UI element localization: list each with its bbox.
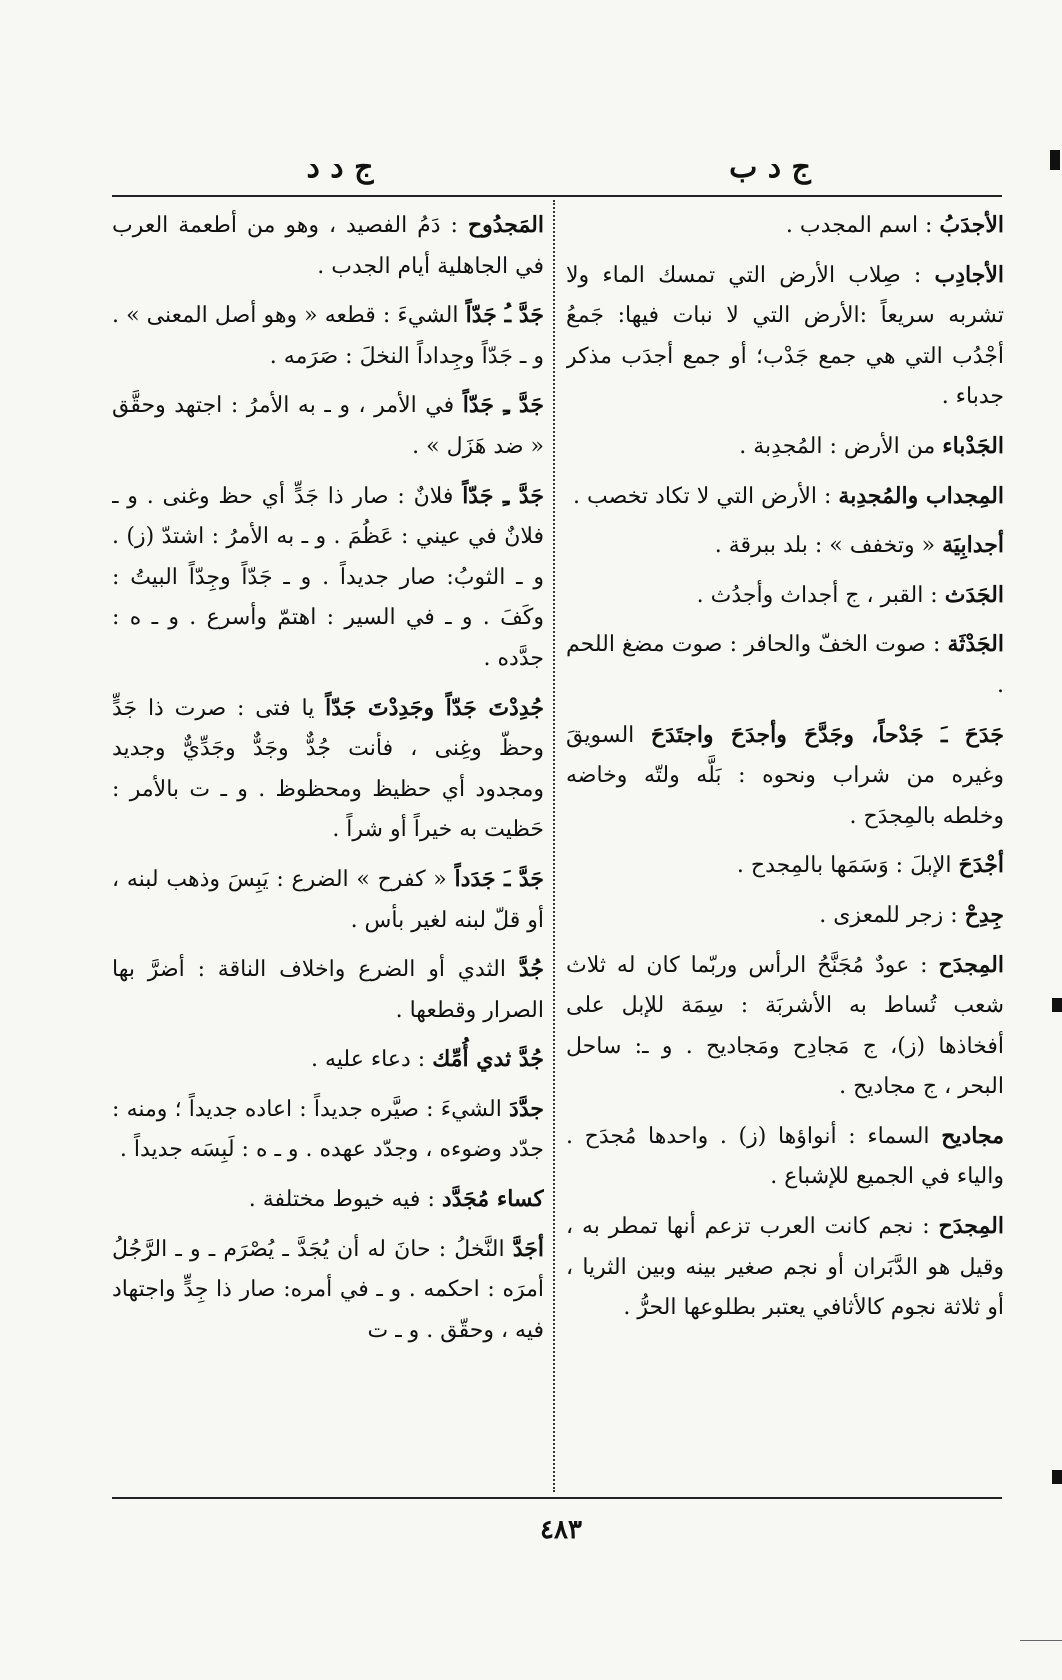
dictionary-entry (112, 1179, 544, 1221)
dictionary-entry (112, 1089, 544, 1171)
bottom-rule (112, 1497, 1002, 1499)
entry-definition: : دَمُ الفصيد ، وهو من أطعمة العرب في الجاهلية أيام الجدب . (112, 213, 544, 279)
entry-headword: جَدَّ ـُ جَدّاً (465, 302, 544, 329)
entry-headword: المِجدَح (938, 951, 1004, 978)
entry-headword: جِدِحْ (964, 901, 1004, 928)
entry-headword: الجَدَث (944, 581, 1004, 608)
entry-headword: جَدَّ ـِ جَدّاً (462, 392, 544, 419)
dictionary-entry (566, 575, 1004, 617)
entry-headword: مجاديح (941, 1122, 1004, 1149)
entry-headword: جُدَّ (518, 956, 544, 983)
entry-headword: الأجادِب (934, 261, 1004, 288)
entry-headword: المَجدُوح (467, 212, 544, 238)
dictionary-entry (112, 688, 544, 851)
column-divider (553, 200, 555, 1492)
entry-definition: : صوت الخفّ والحافر : صوت مضغ اللحم . (566, 632, 1004, 698)
dictionary-entry (112, 205, 544, 287)
entry-definition: : الأرض التي لا تكاد تخصب . (573, 483, 839, 509)
dictionary-entry (566, 895, 1004, 937)
entry-headword: جُدَّ ثدي أُمِّك (432, 1046, 544, 1073)
entry-headword: الأجدَبُ (939, 212, 1004, 238)
dictionary-entry (566, 205, 1004, 247)
page-number: ٤٨٣ (540, 1515, 582, 1545)
entry-definition: الإبلَ : وَسَمَها بالمِجدح . (736, 853, 959, 879)
scan-edge-line (1020, 1640, 1062, 1641)
entry-definition: الشيءَ : قطعه « وهو أصل المعنى » . و ـ جَدّاً وجِداداً النخلَ : صَرَمه . (112, 303, 544, 369)
entry-definition: في الأمر ، و ـ به الأمرُ : اجتهد وحقَّق « ضد هَزَل » . (112, 393, 544, 459)
entry-definition: « وتخفف » : بلد ببرقة . (714, 533, 943, 559)
entry-definition: من الأرض : المُجدِبة . (739, 433, 943, 459)
entry-headword: الجَدْثَة (947, 631, 1004, 658)
dictionary-entry (566, 525, 1004, 567)
entry-definition: : اسم المجدب . (785, 213, 940, 238)
entry-definition: : القبر ، ج أجداث وأجدُث . (696, 582, 945, 608)
dictionary-entry (566, 1116, 1004, 1198)
dictionary-entry (566, 1206, 1004, 1329)
entry-definition: الثدي أو الضرع واخلاف الناقة : أضرَّ بها الصرار وقطعها . (112, 957, 544, 1023)
entry-headword: جُدِدْتَ جَدّاً وجَدِدْتَ جَدّاً (325, 694, 544, 721)
scan-margin-mark (1052, 1470, 1062, 1484)
entry-headword: جَدَّ ـَ جَدَداً (454, 865, 544, 892)
entry-definition: : دعاء عليه . (311, 1047, 433, 1073)
entry-headword: المِجداب والمُجدِبة (838, 482, 1004, 509)
scan-margin-mark (1052, 998, 1062, 1012)
dictionary-entry (112, 1229, 544, 1352)
dictionary-entry (566, 715, 1004, 838)
dictionary-entry (112, 949, 544, 1031)
entry-definition: السماء : أنواؤها (ز) . واحدها مُجدَح . والياء في الجميع للإشباع . (566, 1123, 1004, 1190)
entry-headword: جَدَّ ـِ جَدّاً (462, 482, 544, 509)
dictionary-entry (566, 845, 1004, 887)
entry-definition: النَّخلُ : حانَ له أن يُجَدَّ ـ يُصْرَم ـ و ـ الرَّجُلُ أمرَه : احكمه . و ـ في أمره: صار ذا جِدٍّ واجتهاد فيه ، وحقّق . و ـ ت (112, 1236, 544, 1343)
dictionary-entry (566, 426, 1004, 468)
dictionary-entry (112, 859, 544, 941)
entry-headword: كساء مُجَدَّد (441, 1186, 544, 1213)
running-header-left: ج د د (306, 150, 374, 185)
left-column (112, 205, 544, 1490)
dictionary-entry (112, 385, 544, 467)
entry-headword: جدَّدَ (509, 1095, 544, 1122)
entry-definition: : نجم كانت العرب تزعم أنها تمطر به ، وقيل هو الدَّبَران أو نجم صغير بينه وبين الثريا ، أو ثلاثة نجوم كالأثافي يعتبر بطلوعها الحرُّ . (566, 1214, 1004, 1321)
dictionary-entry (112, 476, 544, 680)
dictionary-entry (566, 945, 1004, 1108)
dictionary-entry (112, 295, 544, 377)
dictionary-entry (112, 1039, 544, 1081)
top-rule (112, 195, 1002, 197)
entry-headword: أجدابِيَة (942, 532, 1004, 559)
dictionary-entry (566, 624, 1004, 706)
scan-margin-mark (1050, 150, 1060, 170)
entry-definition: : عودٌ مُجَنَّحُ الرأس وربّما كان له ثلاث شعب تُساط به الأشربَة : سِمَة للإبل على أفخاذها (ز)، ج مَجادِح ومَجاديح . و ـ: ساحل البحر ، ج مجاديح . (566, 952, 1004, 1100)
entry-headword: المِجدَح (938, 1213, 1004, 1240)
entry-definition: « كفرح » الضرع : يَبِسَ وذهب لبنه ، أو قلّ لبنه لغير بأس . (112, 866, 544, 933)
dictionary-entry (566, 255, 1004, 418)
entry-definition: : صِلاب الأرض التي تمسك الماء ولا تشربه سريعاً :الأرض التي لا نبات فيها: جَمعُ أجْدُب التي هي جمع جَدْب؛ أو جمع أجدَب مذكر جدباء . (566, 262, 1004, 410)
right-column (566, 205, 1004, 1490)
entry-definition: : زجر للمعزى . (819, 902, 965, 928)
entry-definition: فلانٌ : صار ذا جَدٍّ أي حظ وغنى . و ـ فلانٌ في عيني : عَظُمَ . و ـ به الأمرُ : اشتدّ (ز) . و ـ الثوبُ: صار جديداً . و ـ جَدّاً وجِدّاً البيتُ : وكَفَ . و ـ في السير : اهتمّ وأسرع . و ـ ه : جدَّده . (112, 483, 544, 671)
entry-definition: السويقَ وغيره من شراب ونحوه : بَلَّه ولتّه وخاضه وخلطه بالمِجدَح . (566, 722, 1004, 829)
entry-definition: الشيءَ : صيَّره جديداً : اعاده جديداً ؛ ومنه : جدّد وضوءه ، وجدّد عهده . و ـ ه : لَبِسَه جديداً . (112, 1096, 544, 1163)
dictionary-entry (566, 476, 1004, 518)
entry-headword: أجَدَّ (512, 1235, 544, 1262)
entry-headword: جَدَحَ ـَ جَدْحاً، وجَدَّحَ وأجدَحَ واجتَدَحَ (650, 721, 1004, 748)
entry-definition: يا فتى : صرت ذا جَدٍّ وحظّ وغِنى ، فأنت جُدٌّ وجَدٌّ وجَدِّيٌّ وجديد ومجدود أي حظيظ ومحظوظ . و ـ ت بالأمر : حَظيت به خيراً أو شراً . (112, 695, 544, 843)
entry-headword: أجْدَحَ (958, 852, 1004, 879)
entry-headword: الجَدْباء (942, 432, 1004, 459)
running-header-right: ج د ب (729, 150, 811, 185)
entry-definition: : فيه خيوط مختلفة . (248, 1187, 442, 1213)
